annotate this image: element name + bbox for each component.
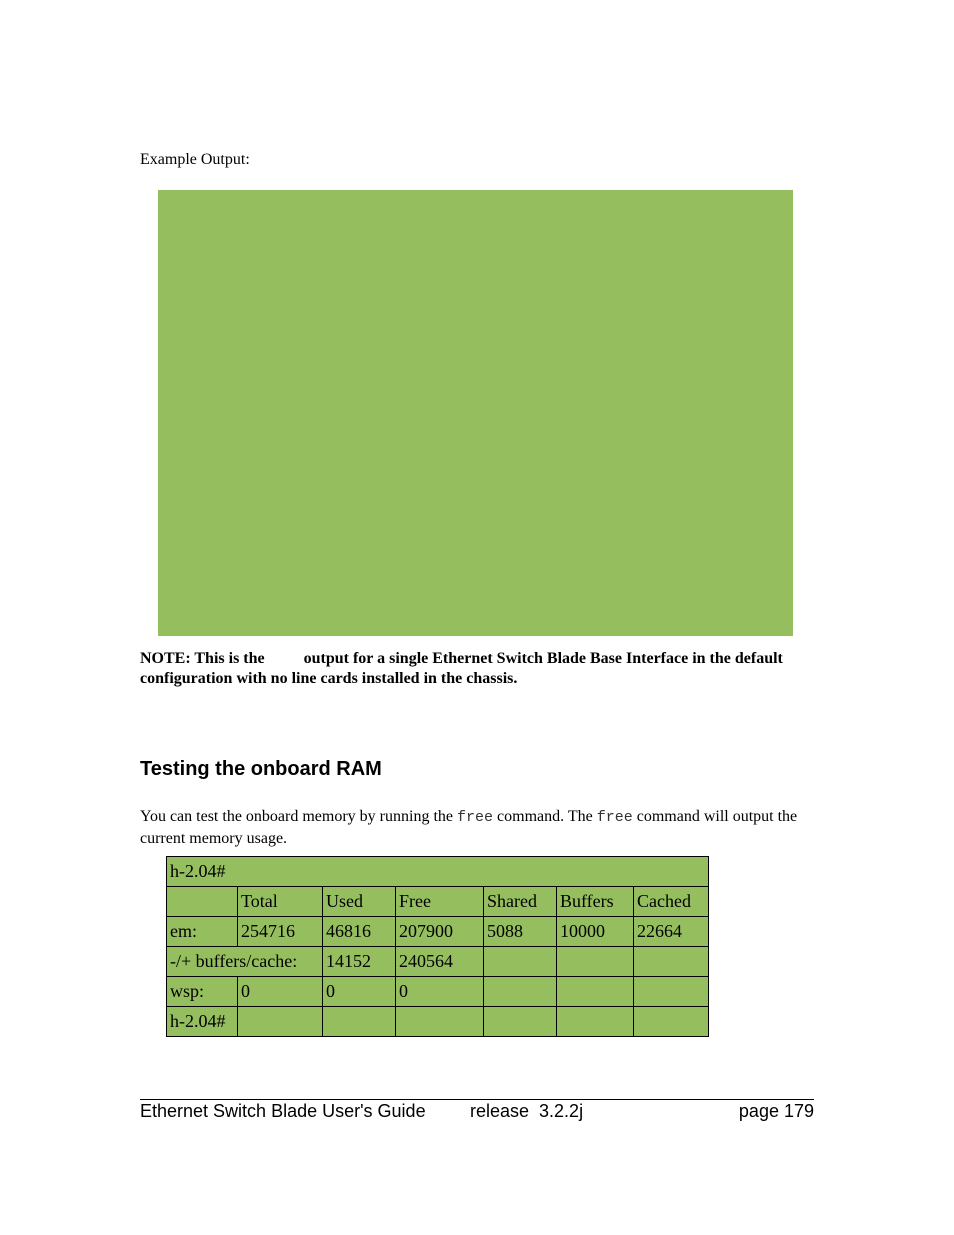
table-cell bbox=[634, 977, 709, 1007]
intro-text-3: command will output the current memory usage. bbox=[140, 808, 798, 847]
table-cell bbox=[634, 1007, 709, 1037]
table-cell: 207900 bbox=[396, 917, 484, 947]
table-cell bbox=[484, 947, 557, 977]
table-cell bbox=[484, 977, 557, 1007]
footer-guide-title: Ethernet Switch Blade User's Guide bbox=[140, 1101, 426, 1121]
table-header-cell bbox=[167, 887, 238, 917]
table-cell bbox=[323, 1007, 396, 1037]
table-cell: 5088 bbox=[484, 917, 557, 947]
table-cell: em: bbox=[167, 917, 238, 947]
note-text-start: NOTE: This is the bbox=[140, 650, 265, 667]
table-row bbox=[167, 1007, 709, 1037]
table-cell: 0 bbox=[238, 977, 323, 1007]
table-cell: 22664 bbox=[634, 917, 709, 947]
footer-release: release 3.2.2j bbox=[470, 1101, 584, 1121]
table-cell: 14152 bbox=[323, 947, 396, 977]
table-cell bbox=[557, 977, 634, 1007]
example-output-box bbox=[158, 190, 793, 636]
table-row bbox=[167, 917, 709, 947]
table-cell bbox=[484, 1007, 557, 1037]
table-cell: wsp: bbox=[167, 977, 238, 1007]
memory-usage-table bbox=[166, 856, 709, 1037]
table-cell bbox=[238, 1007, 323, 1037]
table-cell: 240564 bbox=[396, 947, 484, 977]
table-header-cell: Used bbox=[323, 887, 396, 917]
footer-page-number: page 179 bbox=[738, 1101, 814, 1121]
table-cell: 254716 bbox=[238, 917, 323, 947]
table-header-row bbox=[167, 887, 709, 917]
free-command-code: free bbox=[457, 809, 494, 826]
section-heading: Testing the onboard RAM bbox=[140, 758, 382, 780]
table-header-cell: Shared bbox=[484, 887, 557, 917]
table-header-cell: Free bbox=[396, 887, 484, 917]
table-cell: 46816 bbox=[323, 917, 396, 947]
note-paragraph bbox=[140, 649, 800, 689]
table-cell: -/+ buffers/cache: bbox=[167, 947, 323, 977]
table-cell: h-2.04# bbox=[167, 857, 709, 887]
example-output-label: Example Output: bbox=[140, 151, 250, 168]
table-cell bbox=[557, 947, 634, 977]
table-cell: h-2.04# bbox=[167, 1007, 238, 1037]
table-row bbox=[167, 947, 709, 977]
note-text-end: output for a single Ethernet Switch Blade Base Interface in the default configuration with no line cards installed in the chassis. bbox=[140, 650, 783, 687]
table-header-cell: Total bbox=[238, 887, 323, 917]
table-header-cell: Cached bbox=[634, 887, 709, 917]
table-cell: 0 bbox=[323, 977, 396, 1007]
table-cell bbox=[557, 1007, 634, 1037]
footer-divider bbox=[140, 1099, 814, 1100]
table-row bbox=[167, 857, 709, 887]
table-cell: 10000 bbox=[557, 917, 634, 947]
intro-text-2: command. The bbox=[493, 808, 597, 825]
table-cell: 0 bbox=[396, 977, 484, 1007]
intro-text-1: You can test the onboard memory by running the bbox=[140, 808, 457, 825]
intro-paragraph bbox=[140, 806, 800, 849]
table-cell bbox=[396, 1007, 484, 1037]
table-row bbox=[167, 977, 709, 1007]
free-command-code: free bbox=[596, 809, 633, 826]
table-cell bbox=[634, 947, 709, 977]
table-header-cell: Buffers bbox=[557, 887, 634, 917]
